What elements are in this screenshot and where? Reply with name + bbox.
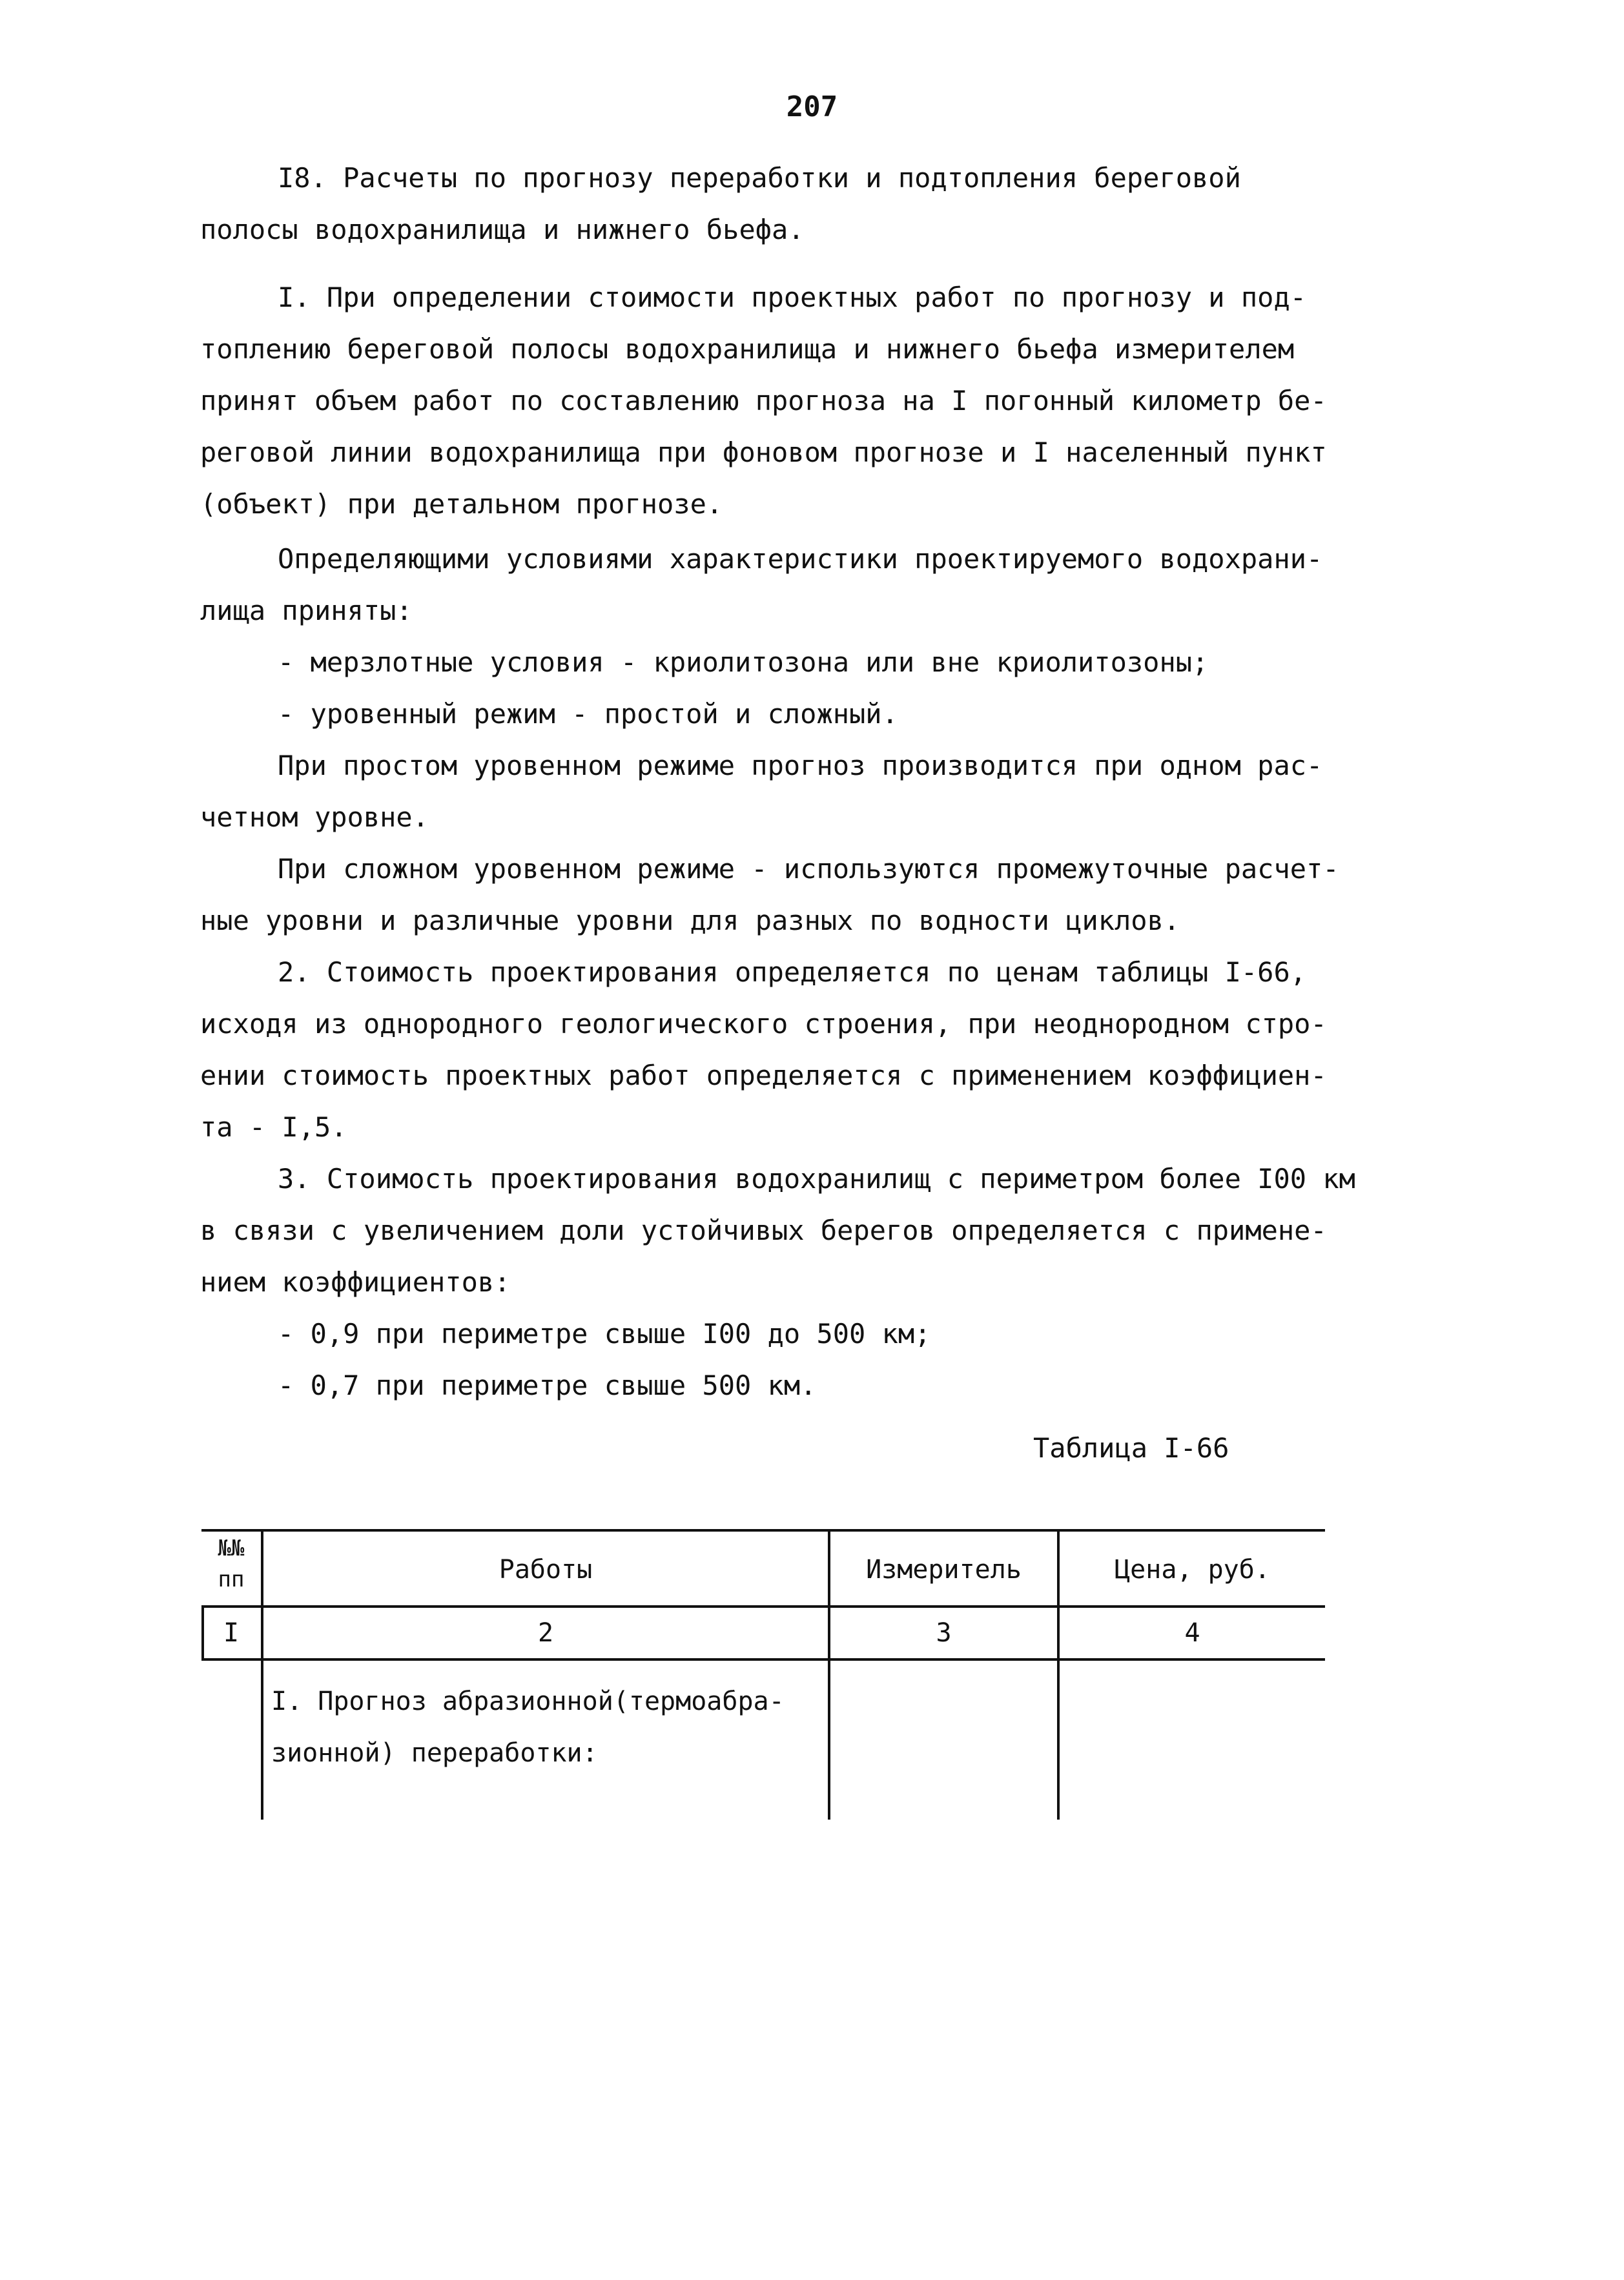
table-top-rule [201, 1529, 1325, 1532]
paragraph-2-line-2: лища приняты: [200, 595, 413, 626]
section-heading-line-2: полосы водохранилища и нижнего бьефа. [200, 214, 805, 245]
paragraph-6-line-2: в связи с увеличением доли устойчивых берегов определяется с примене- [200, 1215, 1327, 1246]
paragraph-6-line-3: нием коэффициентов: [200, 1266, 511, 1298]
section-heading-line-1: I8. Расчеты по прогнозу переработки и подтопления береговой [278, 162, 1241, 194]
table-caption: Таблица I-66 [1033, 1432, 1229, 1464]
header-unit: Измеритель [866, 1555, 1022, 1585]
col-number-2: 2 [537, 1618, 554, 1648]
paragraph-1-line-3: принят объем работ по составлению прогноза на I погонный километр бе- [200, 385, 1327, 416]
table-row-1-work-line-2: зионной) переработки: [271, 1738, 598, 1768]
page-number: 207 [786, 90, 838, 123]
paragraph-4-line-2: ные уровни и различные уровни для разных по водности циклов. [200, 905, 1180, 936]
paragraph-6-line-1: 3. Стоимость проектирования водохранилищ с периметром более I00 км [278, 1163, 1355, 1195]
header-num-bottom: пп [218, 1566, 245, 1592]
paragraph-3-line-1: При простом уровенном режиме прогноз производится при одном рас- [278, 750, 1323, 781]
table-header-rule [201, 1605, 1325, 1608]
paragraph-5-line-1: 2. Стоимость проектирования определяется по ценам таблицы I-66, [278, 956, 1307, 988]
paragraph-5-line-4: та - I,5. [200, 1111, 347, 1143]
paragraph-1-line-1: I. При определении стоимости проектных работ по прогнозу и под- [278, 282, 1307, 313]
paragraph-4-line-1: При сложном уровенном режиме - используются промежуточные расчет- [278, 853, 1339, 885]
paragraph-1-line-4: реговой линии водохранилища при фоновом прогнозе и I населенный пункт [200, 436, 1327, 468]
list-1-item-2: - уровенный режим - простой и сложный. [278, 698, 898, 730]
col-number-4: 4 [1184, 1618, 1200, 1648]
paragraph-1-line-5: (объект) при детальном прогнозе. [200, 488, 723, 520]
table-numbers-rule [201, 1658, 1325, 1661]
col-number-3: 3 [936, 1618, 952, 1648]
paragraph-5-line-2: исходя из однородного геологического строения, при неоднородном стро- [200, 1008, 1327, 1040]
list-1-item-1: - мерзлотные условия - криолитозона или вне криолитозоны; [278, 646, 1209, 678]
paragraph-1-line-2: топлению береговой полосы водохранилища и нижнего бьефа измерителем [200, 333, 1295, 365]
col-number-1: I [223, 1618, 240, 1648]
paragraph-2-line-1: Определяющими условиями характеристики проектируемого водохрани- [278, 543, 1323, 575]
paragraph-3-line-2: четном уровне. [200, 801, 429, 833]
header-price: Цена, руб. [1115, 1555, 1270, 1585]
table-row-1-work-line-1: I. Прогноз абразионной(термоабра- [271, 1687, 785, 1716]
header-works: Работы [499, 1555, 593, 1585]
paragraph-5-line-3: ении стоимость проектных работ определяется с применением коэффициен- [200, 1060, 1327, 1091]
list-2-item-1: - 0,9 при периметре свыше I00 до 500 км; [278, 1318, 931, 1350]
list-2-item-2: - 0,7 при периметре свыше 500 км. [278, 1370, 817, 1401]
header-num-top: №№ [218, 1535, 245, 1561]
price-table [201, 1529, 1325, 1820]
